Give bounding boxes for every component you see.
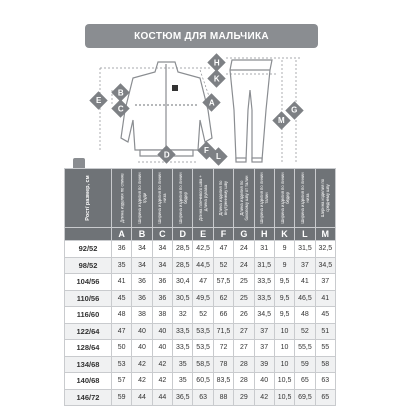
table-letter: C [152,228,172,241]
table-cell: 57,5 [213,274,233,291]
table-cell: 42 [152,373,172,390]
table-cell: 45 [315,307,335,324]
table-cell: 10 [274,323,294,340]
table-cell: 38 [132,307,152,324]
table-cell: 36 [152,290,172,307]
table-header-cell: Ширина изделия по линии бёдер [274,169,294,228]
table-row [65,323,336,340]
table-cell: 34 [132,257,152,274]
table-cell: 53,5 [193,323,213,340]
table-cell: 37 [315,274,335,291]
table-cell: 27 [234,340,254,357]
table-cell: 42 [132,373,152,390]
table-cell: 31,5 [254,257,274,274]
table-cell: 36 [132,274,152,291]
table-cell: 42 [152,356,172,373]
table-cell: 53 [112,356,132,373]
table-row [65,290,336,307]
table-letter: L [295,228,315,241]
table-row [65,373,336,390]
table-cell: 52 [213,257,233,274]
table-cell: 48 [295,307,315,324]
table-cell: 83,5 [213,373,233,390]
table-cell: 25 [234,274,254,291]
table-cell: 10 [274,340,294,357]
table-row [65,356,336,373]
table-cell: 44 [132,389,152,406]
table-cell: 66 [213,307,233,324]
table-cell: 42,5 [193,241,213,258]
table-cell: 60,5 [193,373,213,390]
table-cell: 25 [234,290,254,307]
marker-b: B [111,83,129,101]
jacket-illustration [121,62,212,156]
table-cell: 47 [112,323,132,340]
table-cell: 62 [213,290,233,307]
table-cell: 9,5 [274,307,294,324]
table-cell: 40 [152,323,172,340]
marker-g: G [285,101,303,119]
table-cell: 49,5 [193,290,213,307]
table-letter: F [213,228,233,241]
size-table [64,168,336,406]
table-cell: 10,5 [274,373,294,390]
table-cell: 55,5 [295,340,315,357]
table-cell: 28,5 [173,241,193,258]
table-cell: 30,5 [173,290,193,307]
table-cell: 58 [315,356,335,373]
table-letter: A [112,228,132,241]
title-banner [85,24,318,48]
table-row [65,274,336,291]
table-cell: 33,5 [173,323,193,340]
table-header-cell: Ширина изделия по линии низа [295,169,315,228]
table-cell: 63 [193,389,213,406]
table-header-cell: Ширина изделия по линии талии [254,169,274,228]
table-cell: 65 [315,389,335,406]
table-cell: 9 [274,257,294,274]
table-cell: 42 [132,356,152,373]
table-row [65,340,336,357]
table-letter: D [173,228,193,241]
table-cell: 34,5 [254,307,274,324]
table-cell: 53,5 [193,340,213,357]
table-cell: 48 [112,307,132,324]
table-cell: 46,5 [295,290,315,307]
table-cell: 34 [132,241,152,258]
table-cell: 36 [132,290,152,307]
table-cell: 37 [295,257,315,274]
marker-a: A [202,93,220,111]
table-cell: 37 [254,323,274,340]
table-cell: 33,5 [254,290,274,307]
page-title: КОСТЮМ ДЛЯ МАЛЬЧИКА [134,30,269,42]
marker-l: L [209,147,227,165]
table-cell: 40 [152,340,172,357]
table-cell: 47 [193,274,213,291]
table-cell-size: 122/64 [65,323,112,340]
table-letter-row [65,228,336,241]
table-cell: 10 [274,356,294,373]
table-cell: 27 [234,323,254,340]
table-header-cell: Ширина изделия по линии бёдер [173,169,193,228]
table-cell-size: 110/56 [65,290,112,307]
table-cell: 55 [315,340,335,357]
table-cell: 36,5 [173,389,193,406]
table-cell-size: 98/52 [65,257,112,274]
table-header-cell: Ширина изделия по линии груди [132,169,152,228]
table-cell: 10,5 [274,389,294,406]
table-cell: 59 [112,389,132,406]
table-cell: 42 [254,389,274,406]
table-cell: 9 [274,241,294,258]
table-cell-size: 92/52 [65,241,112,258]
table-cell: 9,5 [274,274,294,291]
table-row [65,307,336,324]
table-cell: 78 [213,356,233,373]
table-letter: H [254,228,274,241]
marker-h: H [207,53,225,71]
table-body [65,241,336,406]
table-cell: 41 [295,274,315,291]
table-cell: 33,5 [173,340,193,357]
table-letter: M [315,228,335,241]
marker-m: M [272,111,290,129]
table-cell: 33,5 [254,274,274,291]
table-cell: 88 [213,389,233,406]
table-cell: 39 [254,356,274,373]
table-cell: 50 [112,340,132,357]
table-row [65,257,336,274]
table-cell: 44,5 [193,257,213,274]
table-cell: 9,5 [274,290,294,307]
table-row [65,389,336,406]
table-cell: 31,5 [295,241,315,258]
table-cell: 72 [213,340,233,357]
table-cell: 40 [132,340,152,357]
table-letter: K [274,228,294,241]
table-cell: 59 [295,356,315,373]
marker-f: F [197,141,215,159]
table-cell: 24 [234,241,254,258]
table-cell: 32,5 [315,241,335,258]
table-cell: 28 [234,356,254,373]
marker-k: K [207,69,225,87]
table-cell: 28,5 [173,257,193,274]
table-cell: 34,5 [315,257,335,274]
table-cell-size: 146/72 [65,389,112,406]
table-header-cell: Длина изделия по боковому шву от талии [234,169,254,228]
table-cell: 63 [315,373,335,390]
table-cell: 36 [112,241,132,258]
table-cell: 65 [295,373,315,390]
table-header-cell: Длина изделия по спинке [112,169,132,228]
table-cell: 35 [112,257,132,274]
marker-d: D [157,145,175,163]
table-header-cell: Длина плечевого шва + длина рукава [193,169,213,228]
table-cell: 69,5 [295,389,315,406]
table-header-row [65,169,336,228]
table-letter: E [193,228,213,241]
table-cell: 71,5 [213,323,233,340]
table-header-cell: Ширина изделия по линии низа [152,169,172,228]
marker-c: C [111,99,129,117]
table-cell: 47 [213,241,233,258]
table-cell: 35 [173,373,193,390]
table-cell: 57 [112,373,132,390]
marker-e: E [89,91,107,109]
table-letter: B [132,228,152,241]
table-cell: 34 [152,257,172,274]
table-cell-size: 104/56 [65,274,112,291]
pants-illustration [230,60,272,162]
table-cell: 38 [152,307,172,324]
table-row [65,241,336,258]
table-cell-size: 116/60 [65,307,112,324]
table-cell: 29 [234,389,254,406]
table-letter-blank [65,228,112,241]
table-cell: 28 [234,373,254,390]
table-header-size: Рост/ размер, см [65,169,112,228]
table-cell: 52 [193,307,213,324]
table-cell: 40 [254,373,274,390]
table-header-cell: Длина изделия по внутреннему шву [213,169,233,228]
table-cell-size: 140/68 [65,373,112,390]
table-cell: 40 [132,323,152,340]
table-letter: G [234,228,254,241]
table-cell: 37 [254,340,274,357]
table-cell: 26 [234,307,254,324]
table-cell: 31 [254,241,274,258]
table-cell: 24 [234,257,254,274]
table-cell: 41 [112,274,132,291]
table-header-cell: Ширина изделия по среднему шву [315,169,335,228]
table-cell: 41 [315,290,335,307]
table-cell: 44 [152,389,172,406]
table-cell: 58,5 [193,356,213,373]
table-cell: 35 [173,356,193,373]
table-cell: 34 [152,241,172,258]
table-cell-size: 134/68 [65,356,112,373]
table-cell: 30,4 [173,274,193,291]
table-cell: 36 [152,274,172,291]
table-cell: 32 [173,307,193,324]
table-cell: 51 [315,323,335,340]
table-cell-size: 128/64 [65,340,112,357]
table-cell: 45 [112,290,132,307]
table-cell: 52 [295,323,315,340]
